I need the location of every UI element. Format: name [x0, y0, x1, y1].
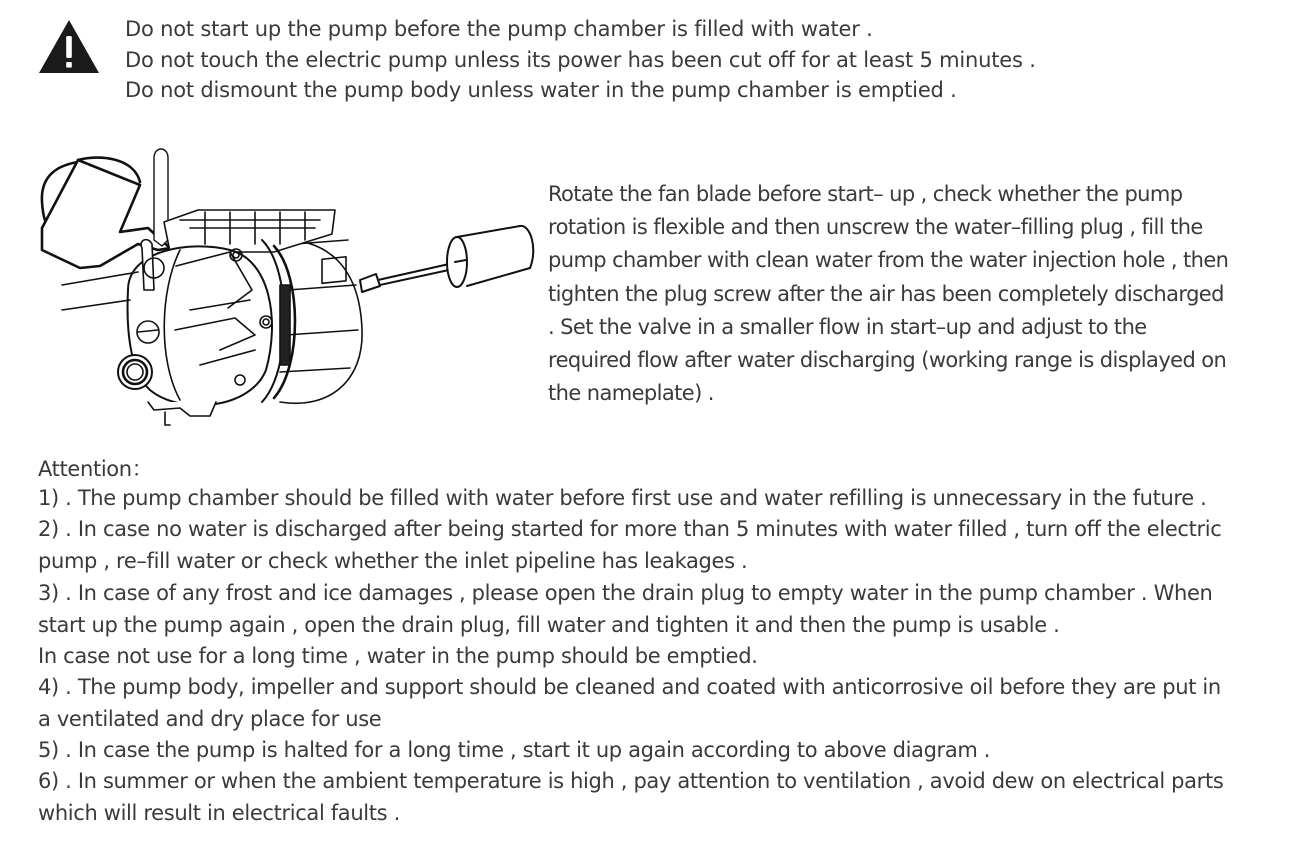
attention-section [38, 453, 1288, 829]
warning-triangle-icon [38, 18, 100, 74]
instruction-line: Rotate the fan blade before start– up , check whether the pump [548, 182, 1183, 206]
attention-item-4-cont: a ventilated and dry place for use [38, 707, 382, 731]
instruction-line: required flow after water discharging (working range is displayed on [548, 348, 1227, 373]
filling-instruction [548, 178, 1278, 410]
warning-block [38, 14, 1278, 114]
attention-heading: Attention： [38, 457, 153, 481]
screwdriver-icon [360, 226, 533, 292]
attention-item-6-cont: which will result in electrical faults . [38, 801, 400, 825]
attention-item-5: 5) . In case the pump is halted for a long time , start it up again according to above diagram . [38, 738, 991, 762]
pump-filling-illustration [30, 140, 550, 430]
warning-text [125, 14, 1036, 106]
attention-item-2: 2) . In case no water is discharged after being started for more than 5 minutes with water filled , turn off the electric [38, 517, 1222, 541]
attention-item-6: 6) . In summer or when the ambient temperature is high , pay attention to ventilation , avoid dew on electrical parts [38, 769, 1224, 793]
warning-line-2: Do not touch the electric pump unless its power has been cut off for at least 5 minutes . [125, 47, 1036, 72]
instruction-line: rotation is flexible and then unscrew the water–filling plug , fill the [548, 215, 1203, 240]
attention-item-1: 1) . The pump chamber should be filled with water before first use and water refilling is unnecessary in the future . [38, 486, 1207, 510]
attention-item-4: 4) . The pump body, impeller and support should be cleaned and coated with anticorrosive oil before they are put in [38, 675, 1221, 699]
warning-line-1: Do not start up the pump before the pump chamber is filled with water . [125, 17, 873, 41]
instruction-line: the nameplate) . [548, 381, 714, 406]
attention-item-2-cont: pump , re–fill water or check whether the inlet pipeline has leakages . [38, 549, 748, 573]
instruction-line: pump chamber with clean water from the water injection hole , then [548, 248, 1229, 273]
attention-item-3-cont: start up the pump again , open the drain plug, fill water and tighten it and then the pump is usable . [38, 613, 1060, 637]
instruction-line: . Set the valve in a smaller flow in start–up and adjust to the [548, 314, 1147, 339]
attention-item-3-note: In case not use for a long time , water in the pump should be emptied. [38, 644, 758, 668]
instruction-line: tighten the plug screw after the air has been completely discharged [548, 281, 1224, 306]
warning-line-3: Do not dismount the pump body unless water in the pump chamber is emptied . [125, 78, 957, 102]
attention-item-3: 3) . In case of any frost and ice damages , please open the drain plug to empty water in the pump chamber . When [38, 581, 1213, 605]
